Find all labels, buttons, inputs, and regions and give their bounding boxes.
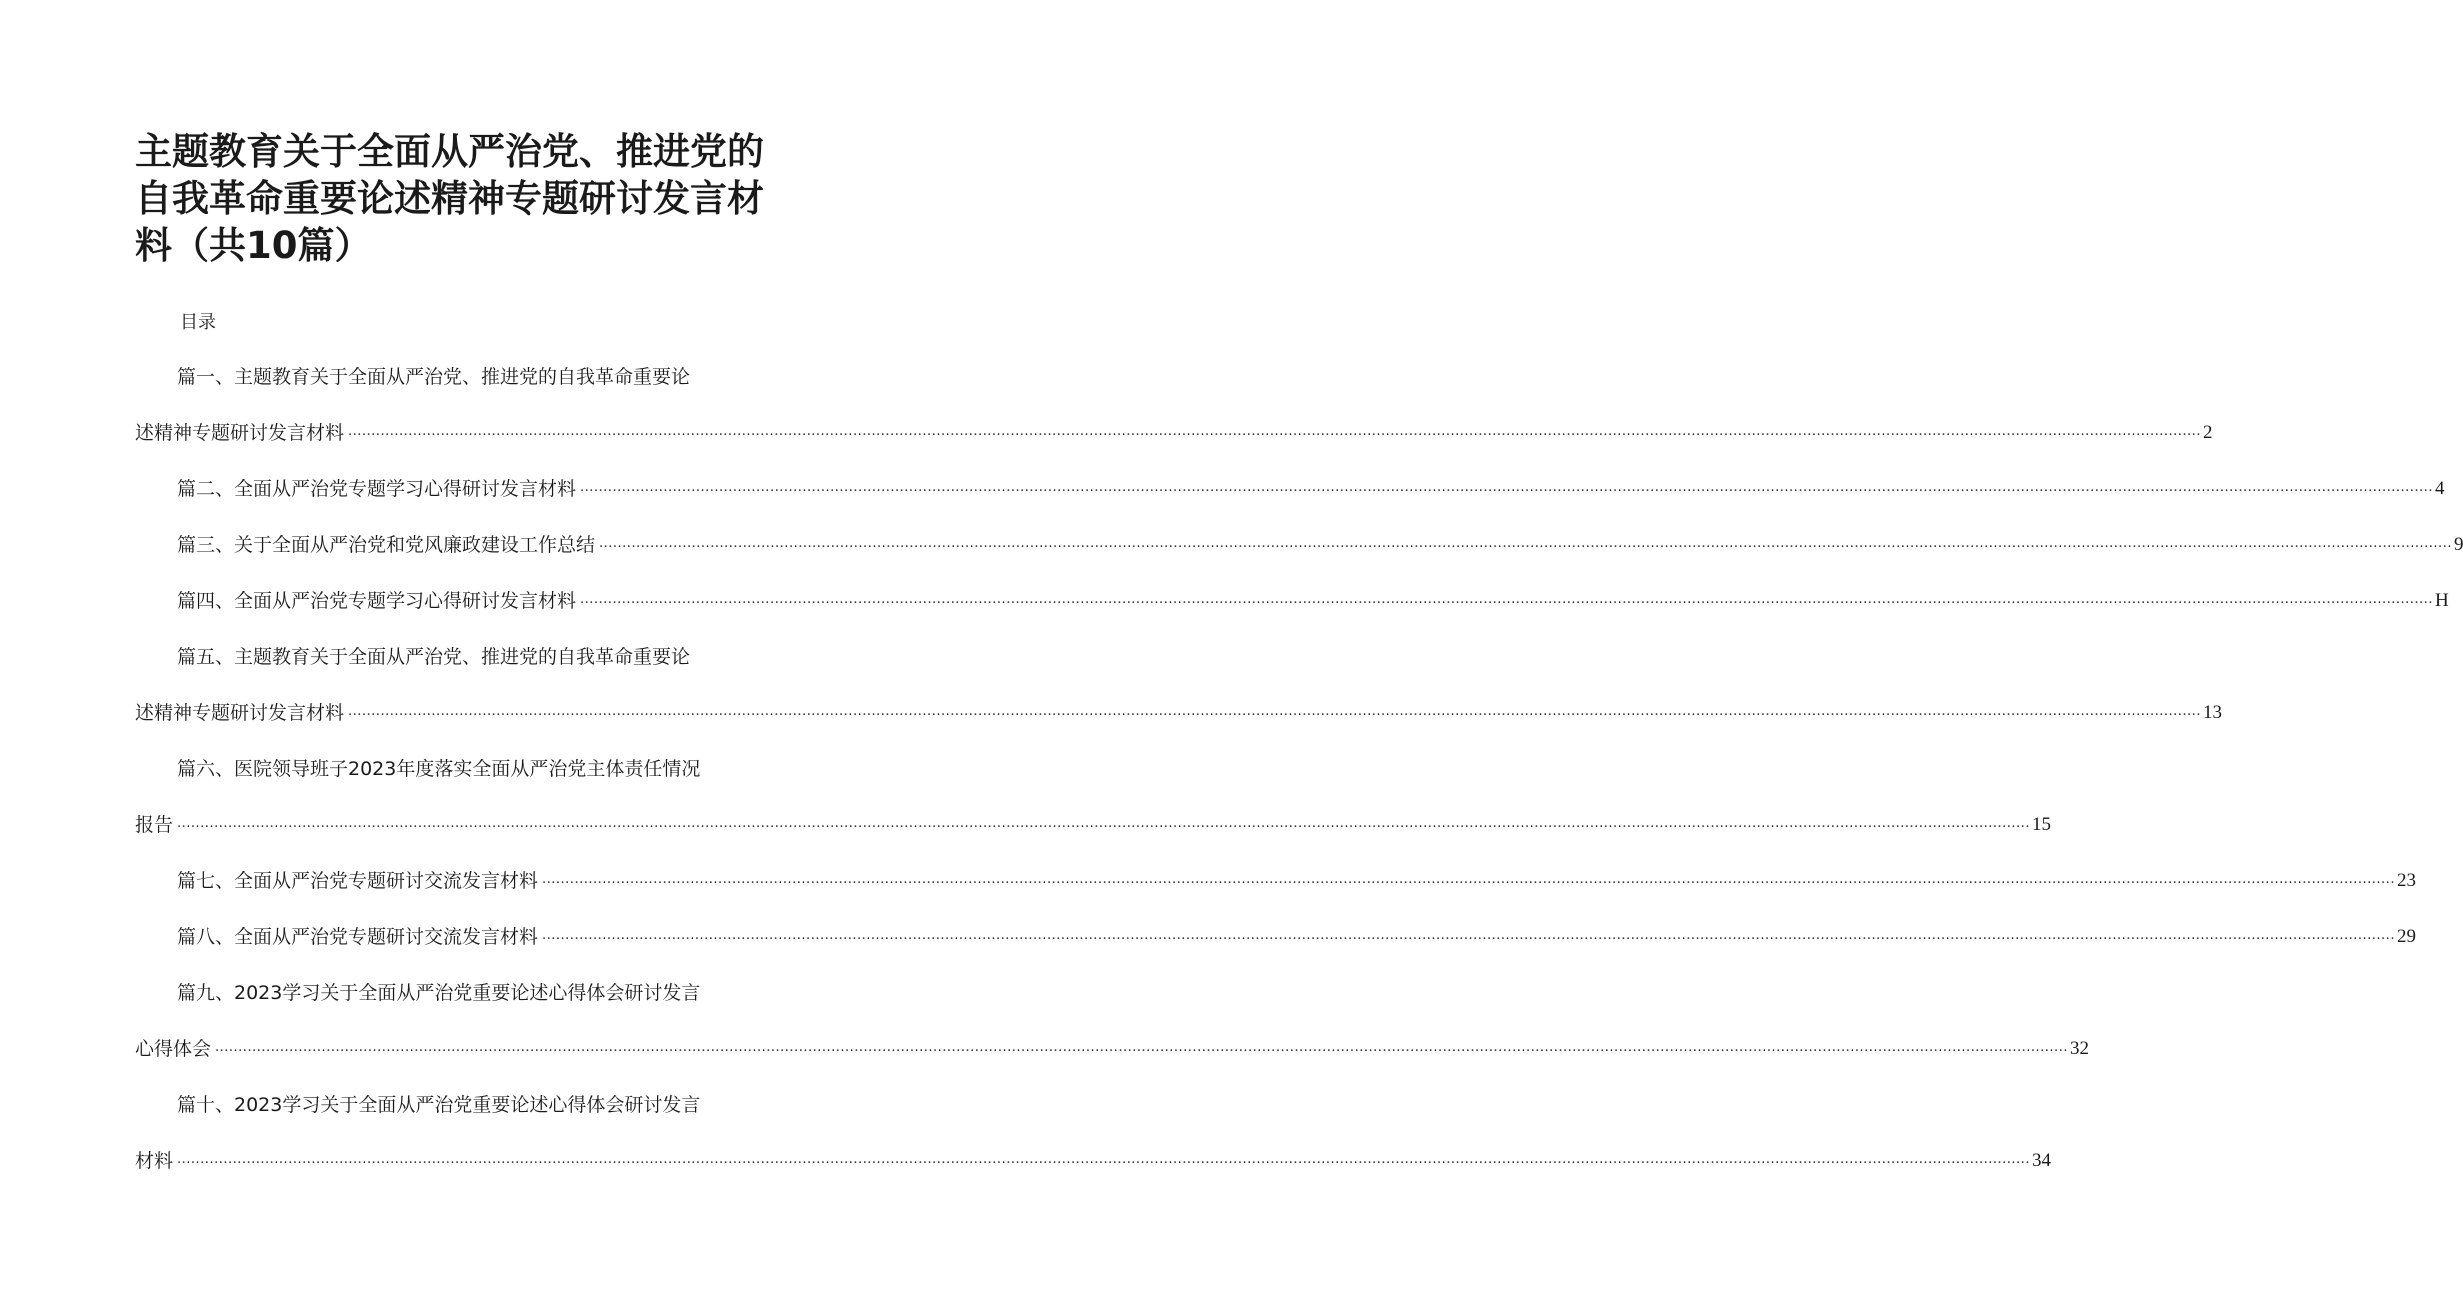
dot-leader: ................................................................................................................................................................................................................................................................................................................................................................................................................ <box>580 480 2433 495</box>
toc-entry-4[interactable] <box>177 586 2449 616</box>
toc-page-number: 15 <box>2031 814 2051 835</box>
toc-entry-2[interactable] <box>177 474 2445 504</box>
toc-entry-text: 述精神专题研讨发言材料 <box>135 422 345 444</box>
toc-entry-text: 篇二、全面从严治党专题学习心得研讨发言材料 <box>177 478 577 500</box>
dot-leader: ................................................................................................................................................................................................................................................................................................................................................................................................................ <box>599 536 2452 551</box>
toc-entry-5-line1[interactable] <box>177 642 690 672</box>
toc-entry-10-line1[interactable] <box>177 1090 700 1120</box>
toc-entry-text: 篇九、2023学习关于全面从严治党重要论述心得体会研讨发言 <box>177 982 701 1004</box>
toc-entry-9-line1[interactable] <box>177 978 700 1008</box>
toc-entry-text: 篇五、主题教育关于全面从严治党、推进党的自我革命重要论 <box>177 646 691 668</box>
toc-page-number: 4 <box>2434 478 2445 499</box>
toc-entry-6-line1[interactable] <box>177 754 700 784</box>
toc-entry-6-line2[interactable] <box>135 810 2051 840</box>
toc-entry-10-line2[interactable] <box>135 1146 2051 1176</box>
dot-leader: ................................................................................................................................................................................................................................................................................................................................................................................................................ <box>580 592 2433 607</box>
toc-page-number: 2 <box>2202 422 2213 443</box>
dot-leader: ................................................................................................................................................................................................................................................................................................................................................................................................................ <box>348 424 2201 439</box>
toc-page-number: 29 <box>2396 926 2416 947</box>
toc-entry-text: 述精神专题研讨发言材料 <box>135 702 345 724</box>
toc-page-number: 34 <box>2031 1150 2051 1171</box>
toc-entry-text: 篇四、全面从严治党专题学习心得研讨发言材料 <box>177 590 577 612</box>
toc-entry-5-line2[interactable] <box>135 698 2222 728</box>
dot-leader: ................................................................................................................................................................................................................................................................................................................................................................................................................ <box>348 704 2201 719</box>
dot-leader: ................................................................................................................................................................................................................................................................................................................................................................................................................ <box>177 816 2030 831</box>
toc-entry-text: 篇六、医院领导班子2023年度落实全面从严治党主体责任情况 <box>177 758 701 780</box>
toc-entry-9-line2[interactable] <box>135 1034 2089 1064</box>
toc-entry-text: 篇七、全面从严治党专题研讨交流发言材料 <box>177 870 539 892</box>
toc-entry-text: 材料 <box>135 1150 174 1172</box>
toc-entry-text: 报告 <box>135 814 174 836</box>
toc-entry-1-line2[interactable] <box>135 418 2213 448</box>
toc-entry-7[interactable] <box>177 866 2416 896</box>
toc-page-number: 9 <box>2453 534 2463 555</box>
toc-heading: 目录 <box>180 312 216 333</box>
toc-page-number: 32 <box>2069 1038 2089 1059</box>
toc-entry-text: 篇一、主题教育关于全面从严治党、推进党的自我革命重要论 <box>177 366 691 388</box>
dot-leader: ................................................................................................................................................................................................................................................................................................................................................................................................................ <box>177 1152 2030 1167</box>
toc-entry-text: 篇三、关于全面从严治党和党风廉政建设工作总结 <box>177 534 596 556</box>
toc-page-number: H <box>2434 590 2449 611</box>
document-title: 主题教育关于全面从严治党、推进党的自我革命重要论述精神专题研讨发言材料（共10篇） <box>135 130 764 267</box>
dot-leader: ................................................................................................................................................................................................................................................................................................................................................................................................................ <box>215 1040 2068 1055</box>
toc-entry-8[interactable] <box>177 922 2416 952</box>
toc-entry-text: 篇八、全面从严治党专题研讨交流发言材料 <box>177 926 539 948</box>
dot-leader: ................................................................................................................................................................................................................................................................................................................................................................................................................ <box>542 872 2395 887</box>
toc-page-number: 23 <box>2396 870 2416 891</box>
dot-leader: ................................................................................................................................................................................................................................................................................................................................................................................................................ <box>542 928 2395 943</box>
toc-entry-text: 心得体会 <box>135 1038 212 1060</box>
toc-entry-3[interactable] <box>177 530 2463 560</box>
toc-entry-text: 篇十、2023学习关于全面从严治党重要论述心得体会研讨发言 <box>177 1094 701 1116</box>
toc-entry-1-line1[interactable] <box>177 362 690 392</box>
toc-page-number: 13 <box>2202 702 2222 723</box>
